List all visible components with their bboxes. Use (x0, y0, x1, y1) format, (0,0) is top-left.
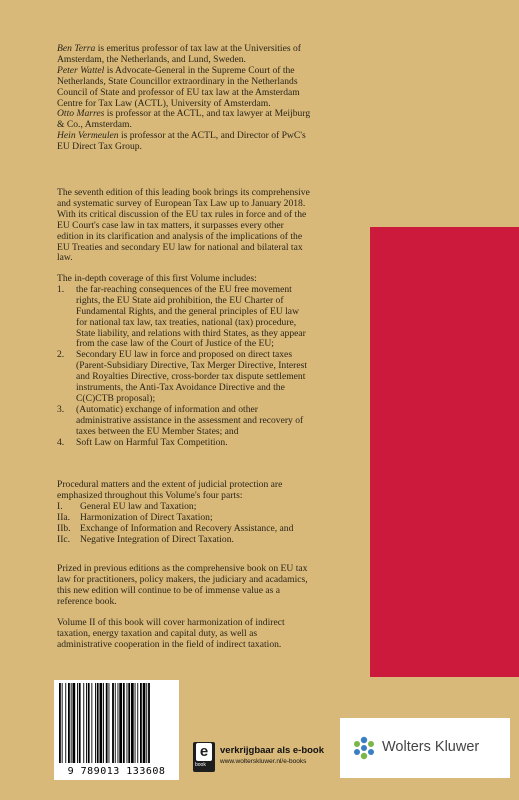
publisher-name: Wolters Kluwer (382, 739, 480, 755)
intro-paragraph: The seventh edition of this leading book brings its comprehensive and systematic survey of European Tax Law up to January 2018. With its critical discussion of the EU tax rules in force and of the EU Court's case law in tax matters, it surpasses every other edition in its clarification and analysis of the implications of the EU Treaties and secondary EU law for national and bilateral tax law. (57, 187, 310, 264)
publisher-logo-icon (352, 736, 376, 760)
barcode-bar (128, 683, 130, 763)
author-bio (57, 66, 312, 110)
author-name: Peter Wattel (57, 64, 105, 76)
barcode-bar (106, 683, 108, 763)
barcode-bar (143, 683, 146, 763)
barcode-bar (73, 683, 76, 763)
author-name: Otto Marres (57, 108, 105, 120)
parts-section (57, 480, 312, 545)
item-number: 3. (57, 403, 65, 415)
author-description: is emeritus professor of tax law at the Universities of Amsterdam, the Netherlands, and Lund, Sweden. (57, 43, 301, 65)
part-text: General EU law and Taxation; (80, 500, 197, 512)
barcode-bar (131, 683, 134, 763)
barcode-bar (123, 683, 125, 763)
part-item (57, 513, 312, 524)
author-bios (57, 44, 312, 153)
ebook-title: verkrijgbaar als e-book (220, 745, 325, 756)
barcode (54, 680, 179, 780)
part-number: I. (57, 500, 63, 512)
barcode-bar (137, 683, 138, 763)
part-number: IIb. (57, 522, 71, 534)
parts-intro: Procedural matters and the extent of judicial protection are emphasized throughout this Volume's four parts: (57, 479, 283, 501)
barcode-bar (127, 683, 128, 763)
ebook-url: www.wolterskluwer.nl/e-books (220, 758, 307, 765)
part-item (57, 535, 312, 546)
barcode-bar (71, 683, 72, 763)
barcode-bar (112, 683, 114, 763)
item-number: 4. (57, 436, 65, 448)
barcode-bars (57, 683, 176, 765)
parts-list (57, 502, 312, 546)
part-text: Negative Integration of Direct Taxation. (80, 533, 234, 545)
accent-bar (370, 227, 519, 677)
barcode-bar (140, 683, 142, 763)
coverage-item (57, 405, 312, 438)
coverage-section (57, 274, 312, 449)
ebook-icon-caption: book (195, 762, 206, 768)
author-name: Hein Vermeulen (57, 130, 119, 142)
coverage-item (57, 285, 312, 350)
author-description: is professor at the ACTL, and Director of PwC's EU Direct Tax Group. (57, 130, 306, 153)
author-description: is Advocate-General in the Supreme Court of the Netherlands, State Councillor extraordinary in the Netherlands Council of State and professor of EU tax law at the Amsterdam Centre for Tax Law (ACTL), University of Amsterdam. (57, 64, 300, 109)
item-text: Soft Law on Harmful Tax Competition. (76, 436, 228, 448)
coverage-intro: The in-depth coverage of this first Volume includes: (57, 273, 257, 284)
barcode-bar (59, 683, 61, 763)
author-description: is professor at the ACTL, and tax lawyer at Meijburg & Co., Amsterdam. (57, 108, 311, 131)
coverage-item (57, 350, 312, 405)
barcode-bar (91, 683, 92, 763)
barcode-bar (95, 683, 96, 763)
item-number: 1. (57, 283, 65, 295)
author-bio (57, 44, 312, 66)
barcode-bar (88, 683, 90, 763)
barcode-bar (100, 683, 103, 763)
publisher-logo-box (340, 718, 510, 778)
isbn-number: 9 789013 133608 (67, 766, 166, 777)
barcode-bar (62, 683, 63, 763)
ebook-badge (193, 742, 353, 776)
author-bio (57, 131, 312, 153)
part-number: IIa. (57, 511, 71, 523)
coverage-item (57, 438, 312, 449)
barcode-bar (103, 683, 104, 763)
barcode-bar (68, 683, 70, 763)
barcode-bar (119, 683, 122, 763)
volume-two-paragraph: Volume II of this book will cover harmonization of indirect taxation, energy taxation and capital duty, as well as administrative cooperation in the field of indirect taxation. (57, 617, 285, 650)
item-text: Secondary EU law in force and proposed on direct taxes (Parent-Subsidiary Directive, Tax Merger Directive, Interest and Royalties Directive, cross-border tax dispute settlement instruments, the Anti-Tax Avoidance Directive and the C(C)CTB proposal); (76, 349, 308, 404)
barcode-bar (115, 683, 116, 763)
barcode-bar (109, 683, 110, 763)
barcode-bar (86, 683, 87, 763)
barcode-bar (77, 683, 78, 763)
author-name: Ben Terra (57, 43, 96, 54)
barcode-bar (146, 683, 147, 763)
barcode-bar (118, 683, 119, 763)
part-number: IIc. (57, 533, 71, 545)
prized-paragraph: Prized in previous editions as the comprehensive book on EU tax law for practitioners, policy makers, the judiciary and acadamics, this new edition will continue to be of immense value as a reference book. (57, 563, 308, 607)
part-text: Exchange of Information and Recovery Assistance, and (80, 522, 294, 534)
part-text: Harmonization of Direct Taxation; (80, 511, 213, 523)
barcode-bar (148, 683, 150, 763)
coverage-list (57, 285, 312, 449)
author-bio (57, 109, 312, 131)
barcode-bar (65, 683, 66, 763)
barcode-bar (79, 683, 81, 763)
barcode-bar (135, 683, 136, 763)
item-text: (Automatic) exchange of information and other administrative assistance in the assessment and recovery of taxes between the EU Member States; and (76, 403, 304, 437)
item-number: 2. (57, 349, 65, 361)
ebook-icon (193, 742, 215, 772)
item-text: the far-reaching consequences of the EU free movement rights, the EU State aid prohibition, the EU Charter of Fundamental Rights, and the general principles of EU law for national tax law, tax treaties, national (tax) procedure, State liability, and relations with third States, as they appear from the case law of the Court of Justice of the EU; (76, 283, 306, 350)
ebook-icon-letter: e (196, 743, 212, 761)
barcode-bar (97, 683, 99, 763)
part-item (57, 524, 312, 535)
barcode-bar (83, 683, 84, 763)
